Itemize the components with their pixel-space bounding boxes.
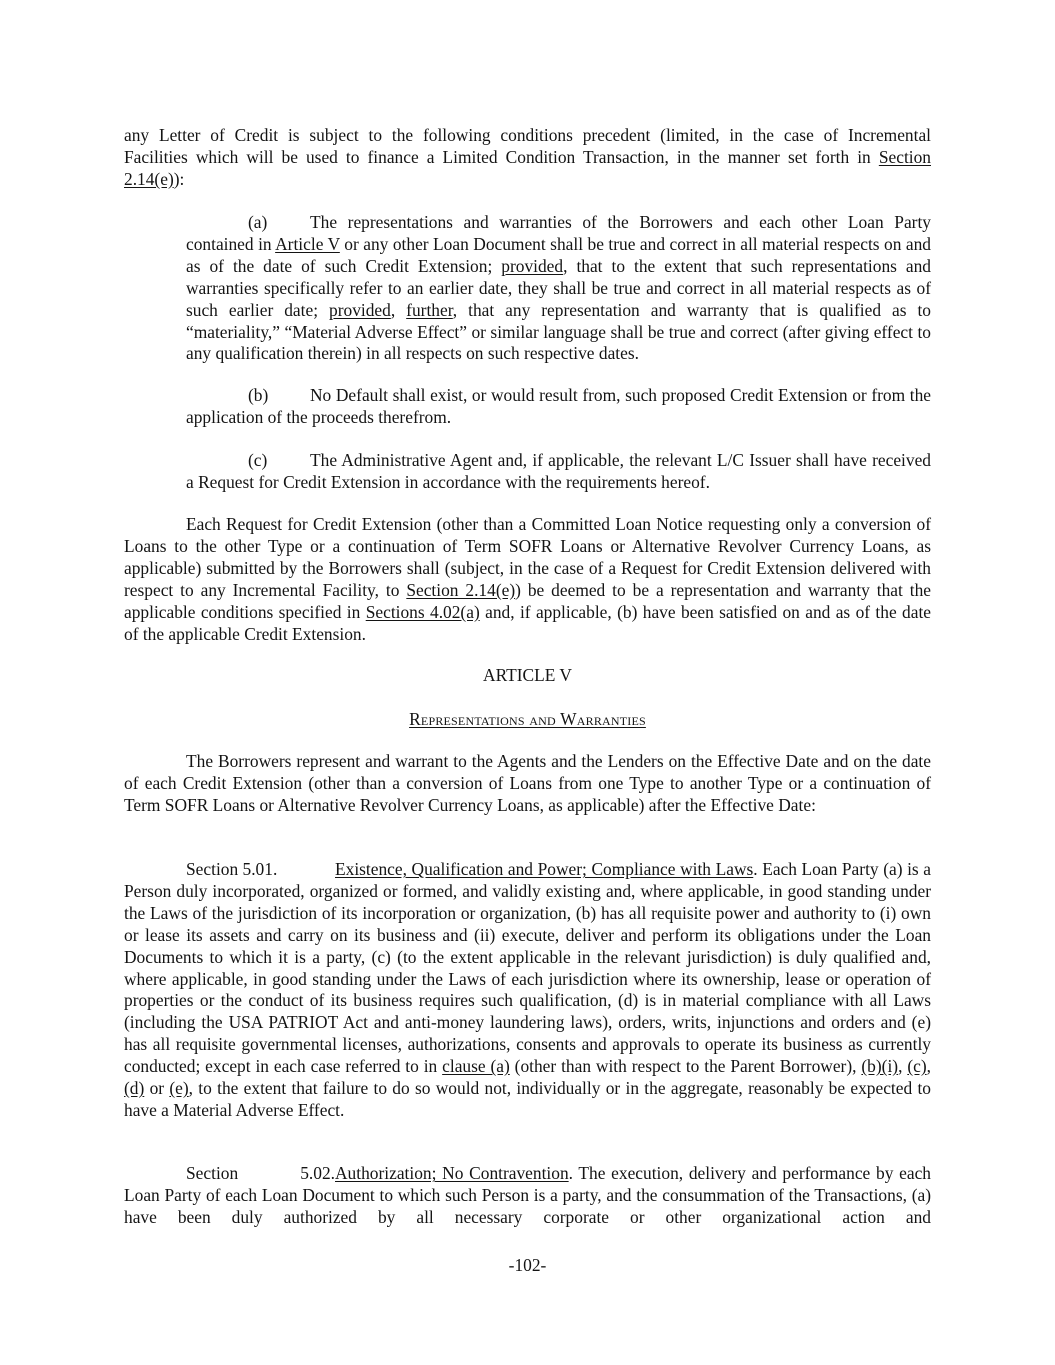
condition-a-text-2: or any other Loan Document shall be true and correct in all material respects on and as of the date of such Credit Extension;	[186, 233, 932, 276]
section-2-14e-ref: Section 2.14(e)	[406, 579, 516, 600]
clause-c-ref: (c)	[907, 1056, 927, 1077]
intro-line-1: any Letter of Credit is subject to the following conditions precedent (limited, in the case of Incremental	[124, 125, 931, 145]
intro-paragraph	[124, 125, 931, 191]
condition-b-text: No Default shall exist, or would result from, such proposed Credit Extension or from the application of the proceeds therefrom.	[186, 385, 931, 427]
section-ref-word: Section	[878, 146, 931, 167]
section-5-01-text-2: (other than with respect to the Parent Borrower),	[509, 1056, 862, 1077]
condition-a-label: (a)	[248, 212, 268, 232]
clause-bi-ref: (b)(i)	[861, 1056, 899, 1077]
condition-a-text-3: , that to the extent that such representations and warranties specifically refer to an earlier date, they shall be true and correct in all material respects as of such earlier date;	[186, 255, 931, 320]
request-paragraph	[124, 514, 931, 645]
sections-4-02a-ref: Sections 4.02(a)	[365, 601, 480, 622]
clause-d-ref: (d)	[124, 1078, 145, 1099]
article-heading: ARTICLE V	[483, 665, 572, 685]
condition-b-paragraph	[186, 385, 931, 429]
intro-line-2-text: Facilities which will be used to finance a Limited Condition Transaction, in the manner set forth in	[124, 146, 879, 167]
section-5-02-title: Authorization; No Contravention	[335, 1163, 569, 1183]
condition-c-paragraph	[186, 450, 931, 494]
condition-a-comma: ,	[390, 299, 407, 320]
article-subheading-text: Representations and Warranties	[409, 709, 646, 729]
further-term: further	[406, 299, 453, 320]
provided-term-2: provided	[329, 299, 391, 320]
separator-3: or	[144, 1078, 170, 1099]
section-ref-number: 2.14(e)	[124, 168, 174, 189]
request-text-3: and, if applicable, (b) have been satisfied on and as of the date of the applicable Credit Extension.	[124, 601, 932, 644]
request-text-2: ) be deemed to be a representation and warranty that the applicable conditions specified in	[124, 579, 931, 622]
separator-2: ,	[926, 1056, 931, 1077]
clause-a-ref: clause (a)	[442, 1056, 510, 1077]
request-text-1: Each Request for Credit Extension (other than a Committed Loan Notice requesting only a conversion of Loans to the other Type or a continuation of Term SOFR Loans or Alternative Revolver Currency Loans, as applicable) submitted by the Borrowers shall (subject, in the case of a Request for Credit Extension delivered with respect to any Incremental Facility, to	[124, 514, 931, 600]
section-5-01-text-3: , to the extent that failure to do so would not, individually or in the aggregate, reasonably be expected to have a Material Adverse Effect.	[124, 1078, 932, 1120]
page-number: -102-	[508, 1255, 547, 1275]
intro-end-text: ):	[173, 168, 185, 189]
condition-c-label: (c)	[248, 450, 268, 470]
section-5-02-text: . The execution, delivery and performance by each Loan Party of each Loan Document to which such Person is a party, and the consummation of the Transactions, (a) have been duly authorized by all necessary corporate or other organizational action and	[124, 1163, 931, 1227]
condition-b-label: (b)	[248, 385, 269, 405]
section-5-01-number: Section 5.01.	[186, 859, 278, 879]
article-v-ref: Article V	[275, 233, 340, 254]
separator-1: ,	[898, 1056, 908, 1077]
section-5-01-text-1: . Each Loan Party (a) is a Person duly incorporated, organized or formed, and validly existing and, where applicable, in good standing under the Laws of the jurisdiction of its incorporation or organization, (b) has all requisite power and authority to (i) own or lease its assets and carry on its business and (ii) execute, deliver and perform its obligations under the Loan Documents to which it is a party, (c) (to the extent applicable in the relevant jurisdiction) is duly qualified and, where applicable, in good standing under the Laws of each jurisdiction where its ownership, lease or operation of properties or the conduct of its business requires such qualification, (d) is in material compliance with all Laws (including the USA PATRIOT Act and anti-money laundering laws), orders, writs, injunctions and orders and (e) has all requisite governmental licenses, authorizations, consents and approvals to operate its business as currently conducted; except in each case referred to in	[124, 859, 932, 1077]
borrowers-paragraph: The Borrowers represent and warrant to the Agents and the Lenders on the Effective Date and on the date of each Credit Extension (other than a conversion of Loans from one Type to another Type or a continuation of Term SOFR Loans or Alternative Revolver Currency Loans, as applicable) after the Effective Date:	[124, 751, 931, 815]
section-5-01-paragraph	[124, 859, 931, 1122]
provided-term: provided	[501, 255, 564, 276]
intro-line-3	[124, 169, 931, 191]
section-5-02-number: Section 5.02.	[186, 1163, 335, 1183]
condition-c-text: The Administrative Agent and, if applicable, the relevant L/C Issuer shall have received a Request for Credit Extension in accordance with the requirements hereof.	[186, 450, 931, 492]
clause-e-ref: (e)	[169, 1078, 189, 1099]
section-5-01-title: Existence, Qualification and Power; Compliance with Laws	[335, 859, 754, 879]
condition-a-text-4: , that any representation and warranty that is qualified as to “materiality,” “Material Adverse Effect” or similar language shall be true and correct (after giving effect to any qualification therein) in all respects on such respective dates.	[186, 299, 931, 364]
article-subheading	[124, 709, 931, 731]
intro-line-2	[124, 147, 931, 169]
section-5-02-paragraph	[124, 1163, 931, 1229]
condition-a-text: The representations and warranties of the Borrowers and each other Loan Party contained in	[186, 212, 931, 254]
condition-a-paragraph	[186, 212, 931, 365]
